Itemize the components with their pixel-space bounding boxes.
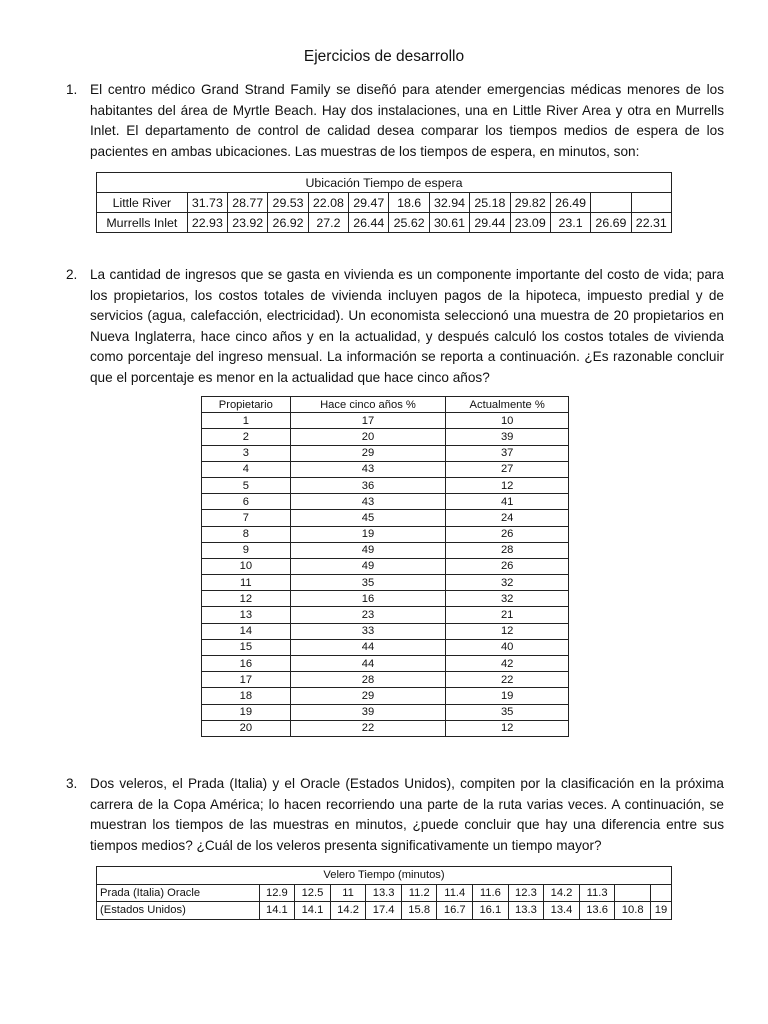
table-cell: 12.9 xyxy=(259,884,295,902)
question-3 xyxy=(62,774,724,856)
table-row xyxy=(97,213,672,233)
table-cell: 28.77 xyxy=(228,193,268,213)
question-text: El centro médico Grand Strand Family se diseñó para atender emergencias médicas menores de los habitantes del área de Myrtle Beach. Hay dos instalaciones, una en Little River Area y otra en Murrells Inlet. El departamento de control de calidad desea comparar los tiempos medios de espera de los pacientes en ambas ubicaciones. Las muestras de los tiempos de espera, en minutos, son: xyxy=(90,82,724,159)
table-cell: 24 xyxy=(446,510,569,526)
table-cell xyxy=(650,884,671,902)
table-cell: 16.7 xyxy=(437,902,473,920)
table-cell: 19 xyxy=(290,526,446,542)
table-row xyxy=(202,656,569,672)
table-cell: 22 xyxy=(446,672,569,688)
table-cell: 32.94 xyxy=(429,193,469,213)
table-cell: 32 xyxy=(446,591,569,607)
page-title: Ejercicios de desarrollo xyxy=(303,48,465,65)
table-cell: 23.92 xyxy=(228,213,268,233)
table-cell: 20 xyxy=(202,720,291,736)
table-cell: 26.92 xyxy=(268,213,308,233)
table-cell: 13 xyxy=(202,607,291,623)
table-row xyxy=(202,461,569,477)
table-row xyxy=(97,193,672,213)
question-1 xyxy=(62,80,724,162)
table-cell: 16 xyxy=(202,656,291,672)
table-cell: 14 xyxy=(202,623,291,639)
table-cell: 15.8 xyxy=(401,902,437,920)
table-row xyxy=(202,558,569,574)
table-cell: 45 xyxy=(290,510,446,526)
table-cell: 17 xyxy=(202,672,291,688)
table-cell: 44 xyxy=(290,656,446,672)
row-label: Little River xyxy=(97,193,188,213)
table-row xyxy=(202,542,569,558)
table-cell: 12.5 xyxy=(295,884,331,902)
table-cell: 6 xyxy=(202,494,291,510)
table-cell: 12.3 xyxy=(508,884,544,902)
table-cell: 18.6 xyxy=(389,193,429,213)
table-cell: 29.44 xyxy=(470,213,510,233)
table-row xyxy=(202,445,569,461)
table-row xyxy=(202,688,569,704)
table-cell: 29 xyxy=(290,445,446,461)
table-cell: 43 xyxy=(290,461,446,477)
table-cell: 26.69 xyxy=(591,213,631,233)
table-row xyxy=(202,477,569,493)
table-cell: 37 xyxy=(446,445,569,461)
table-cell: 49 xyxy=(290,542,446,558)
table-cell: 1 xyxy=(202,413,291,429)
table-cell: 26.49 xyxy=(550,193,590,213)
table-cell: 29 xyxy=(290,688,446,704)
question-number: 2. xyxy=(66,267,78,282)
table-row xyxy=(202,510,569,526)
table-cell: 14.1 xyxy=(259,902,295,920)
table-cell: 11.3 xyxy=(579,884,615,902)
table-cell: 11 xyxy=(202,575,291,591)
table-cell: 13.6 xyxy=(579,902,615,920)
table-cell: 12 xyxy=(446,720,569,736)
table-cell: 14.1 xyxy=(295,902,331,920)
table-header: Ubicación Tiempo de espera xyxy=(97,173,672,193)
table-cell: 16 xyxy=(290,591,446,607)
table-cell: 39 xyxy=(290,704,446,720)
table-cell: 22.93 xyxy=(187,213,227,233)
table-header: Velero Tiempo (minutos) xyxy=(97,867,672,885)
table-row xyxy=(97,884,672,902)
table-cell: 11.2 xyxy=(401,884,437,902)
table-row xyxy=(202,607,569,623)
table-cell: 18 xyxy=(202,688,291,704)
table-cell: 29.47 xyxy=(349,193,389,213)
table-row xyxy=(202,575,569,591)
row-label: Prada (Italia) Oracle xyxy=(97,884,260,902)
table-cell: 19 xyxy=(446,688,569,704)
question-2 xyxy=(62,265,724,388)
table-cell: 11.6 xyxy=(473,884,509,902)
table-cell: 22 xyxy=(290,720,446,736)
table-cell: 26.44 xyxy=(349,213,389,233)
table-cell: 27 xyxy=(446,461,569,477)
table-cell: 8 xyxy=(202,526,291,542)
table-cell: 11 xyxy=(330,884,366,902)
question-number: 1. xyxy=(66,82,78,97)
table-row xyxy=(202,639,569,655)
table-cell: 35 xyxy=(446,704,569,720)
table-row xyxy=(202,672,569,688)
table-cell: 13.3 xyxy=(366,884,402,902)
table-cell: 19 xyxy=(202,704,291,720)
table-cell: 4 xyxy=(202,461,291,477)
table-cell: 28 xyxy=(290,672,446,688)
table-cell: 23.09 xyxy=(510,213,550,233)
table-cell: 5 xyxy=(202,477,291,493)
table-cell: 10.8 xyxy=(615,902,651,920)
table-cell: 35 xyxy=(290,575,446,591)
table-row xyxy=(202,591,569,607)
table-row xyxy=(202,413,569,429)
question-text: La cantidad de ingresos que se gasta en vivienda es un componente importante del costo de vida; para los propietarios, los costos totales de vivienda incluyen pagos de la hipoteca, impuesto predial y de servicios (agua, calefacción, electricidad). Un economista seleccionó una muestra de 20 propietarios en Nueva Inglaterra, hace cinco años y en la actualidad, y después calculó los costos totales de vivienda como porcentaje del ingreso mensual. La información se reporta a continuación. ¿Es razonable concluir que el porcentaje es menor en la actualidad que hace cinco años? xyxy=(90,267,724,385)
table-cell: 10 xyxy=(202,558,291,574)
table-cell: 23.1 xyxy=(550,213,590,233)
table-cell: 40 xyxy=(446,639,569,655)
housing-cost-table xyxy=(201,396,569,737)
table-cell: 43 xyxy=(290,494,446,510)
table-cell: 16.1 xyxy=(473,902,509,920)
row-label: Murrells Inlet xyxy=(97,213,188,233)
table-cell: 44 xyxy=(290,639,446,655)
waiting-time-table xyxy=(96,172,672,233)
table-row xyxy=(202,429,569,445)
table-cell: 27.2 xyxy=(308,213,348,233)
question-number: 3. xyxy=(66,776,78,791)
table-cell: 3 xyxy=(202,445,291,461)
sailboat-time-table xyxy=(96,866,672,920)
table-cell: 31.73 xyxy=(187,193,227,213)
table-cell: 42 xyxy=(446,656,569,672)
table-cell: 17 xyxy=(290,413,446,429)
table-cell: 20 xyxy=(290,429,446,445)
table-cell: 17.4 xyxy=(366,902,402,920)
table-cell: 30.61 xyxy=(429,213,469,233)
table-row xyxy=(202,720,569,736)
table-cell: 12 xyxy=(202,591,291,607)
table-cell: 14.2 xyxy=(330,902,366,920)
table-cell: 28 xyxy=(446,542,569,558)
table-cell: 10 xyxy=(446,413,569,429)
table-cell: 19 xyxy=(650,902,671,920)
table-cell: 12 xyxy=(446,623,569,639)
table-cell: 11.4 xyxy=(437,884,473,902)
question-text: Dos veleros, el Prada (Italia) y el Oracle (Estados Unidos), compiten por la clasificación en la próxima carrera de la Copa América; lo hacen recorriendo una parte de la ruta varias veces. A continuación, se muestran los tiempos de las muestras en minutos, ¿puede concluir que hay una diferencia entre sus tiempos medios? ¿Cuál de los veleros presenta significativamente un tiempo mayor? xyxy=(90,776,724,853)
table-cell: 13.4 xyxy=(544,902,580,920)
table-cell: 41 xyxy=(446,494,569,510)
table-cell: 7 xyxy=(202,510,291,526)
table-cell: 23 xyxy=(290,607,446,623)
table-cell: 39 xyxy=(446,429,569,445)
column-header: Propietario xyxy=(202,397,291,413)
table-cell: 13.3 xyxy=(508,902,544,920)
table-row xyxy=(202,623,569,639)
table-row xyxy=(97,902,672,920)
table-cell: 36 xyxy=(290,477,446,493)
row-label: (Estados Unidos) xyxy=(97,902,260,920)
table-cell: 15 xyxy=(202,639,291,655)
table-row xyxy=(202,704,569,720)
table-cell: 26 xyxy=(446,558,569,574)
table-cell: 21 xyxy=(446,607,569,623)
table-header-row xyxy=(202,397,569,413)
table-cell: 25.62 xyxy=(389,213,429,233)
table-cell: 22.08 xyxy=(308,193,348,213)
table-cell xyxy=(615,884,651,902)
column-header: Actualmente % xyxy=(446,397,569,413)
table-cell: 25.18 xyxy=(470,193,510,213)
table-cell: 32 xyxy=(446,575,569,591)
table-cell: 29.82 xyxy=(510,193,550,213)
table-cell: 9 xyxy=(202,542,291,558)
table-row xyxy=(202,526,569,542)
table-cell: 12 xyxy=(446,477,569,493)
table-cell xyxy=(631,193,671,213)
table-cell xyxy=(591,193,631,213)
table-cell: 49 xyxy=(290,558,446,574)
table-cell: 2 xyxy=(202,429,291,445)
table-cell: 33 xyxy=(290,623,446,639)
table-cell: 14.2 xyxy=(544,884,580,902)
table-cell: 26 xyxy=(446,526,569,542)
table-cell: 22.31 xyxy=(631,213,671,233)
column-header: Hace cinco años % xyxy=(290,397,446,413)
table-row xyxy=(202,494,569,510)
table-cell: 29.53 xyxy=(268,193,308,213)
